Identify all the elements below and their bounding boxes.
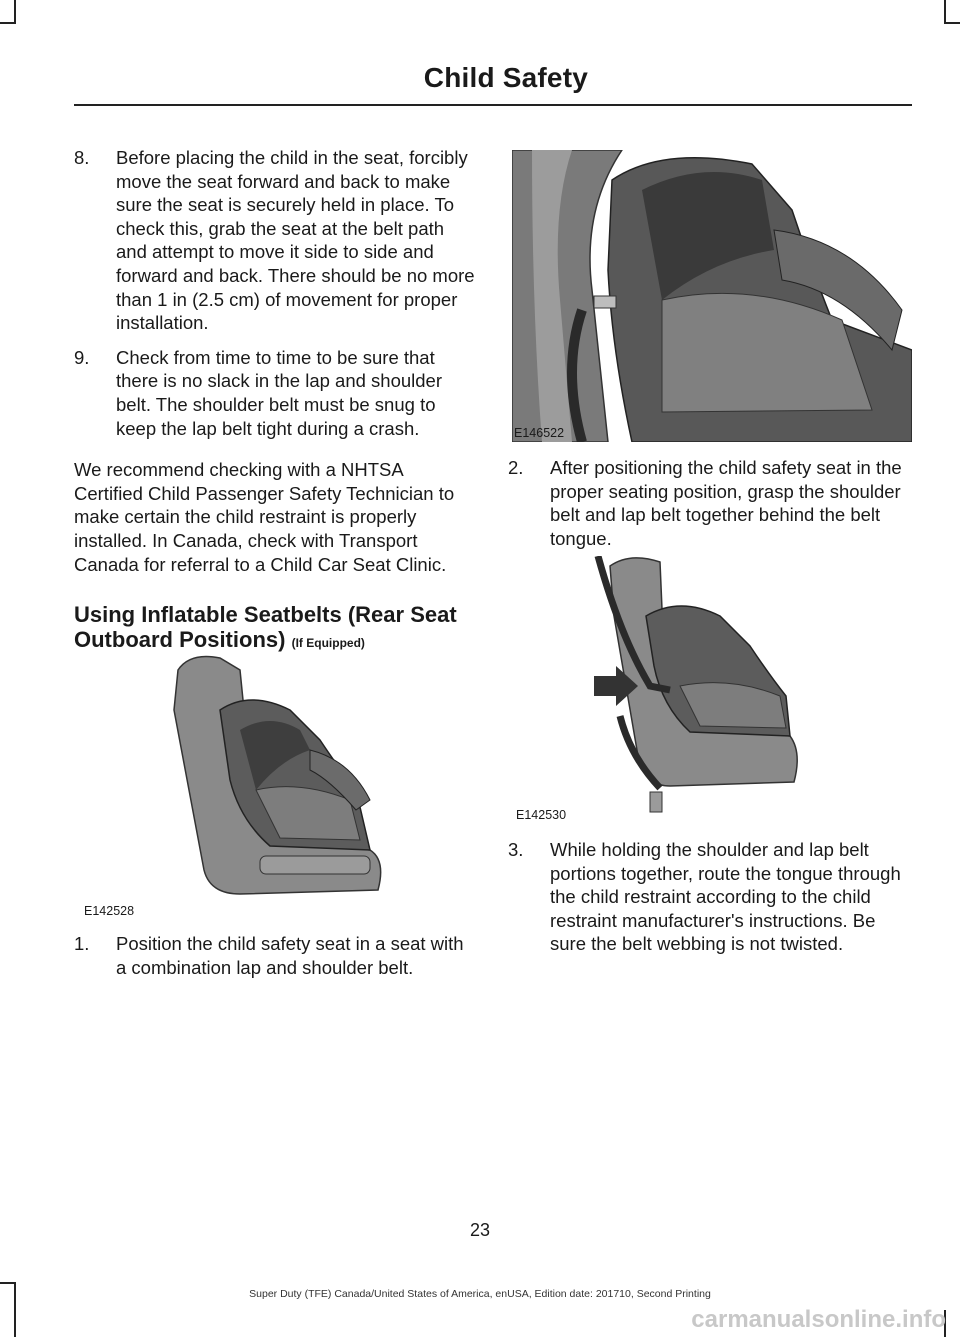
step-number: 2. [508, 457, 524, 478]
crop-mark [0, 22, 16, 24]
edition-footer: Super Duty (TFE) Canada/United States of America, enUSA, Edition date: 201710, Second Printing [249, 1288, 711, 1300]
header-rule [74, 104, 912, 106]
step-number: 8. [74, 147, 90, 168]
step-text: After positioning the child safety seat in the proper seating position, grasp the shoulder belt and lap belt together behind the belt tongue. [550, 457, 902, 549]
crop-mark [944, 0, 946, 22]
subheading-text: Using Inflatable Seatbelts (Rear Seat Outboard Positions) [74, 602, 457, 653]
step-3 [508, 838, 910, 967]
step-text: Before placing the child in the seat, forcibly move the seat forward and back to make sure the seat is securely held in place. To check this, grab the seat at the belt path and attempt to move it side to side and forward and back. There should be no more than 1 in (2.5 cm) of movement for proper installation. [116, 147, 475, 334]
page-number: 23 [469, 1220, 491, 1240]
figure-belt-routing [516, 556, 810, 822]
crop-mark [944, 22, 960, 24]
figure-code: E146522 [514, 426, 565, 440]
step-1 [74, 932, 476, 990]
step-number: 3. [508, 839, 524, 860]
crop-mark [14, 0, 16, 22]
left-column [74, 146, 476, 656]
step-9 [74, 346, 476, 440]
section-subheading [74, 602, 476, 656]
page-title: Child Safety [423, 62, 588, 93]
figure-code: E142530 [516, 808, 567, 822]
figure-seat-closeup [512, 150, 912, 442]
step-text: Position the child safety seat in a seat with a combination lap and shoulder belt. [116, 933, 464, 978]
crop-mark [0, 1282, 16, 1284]
figure-code: E142528 [84, 904, 135, 918]
watermark: carmanualsonline.info [691, 1306, 946, 1333]
step-number: 1. [74, 933, 90, 954]
recommendation-paragraph: We recommend checking with a NHTSA Certified Child Passenger Safety Technician to make certain the child restraint is properly installed. In Canada, check with Transport Canada for referral to a Child Car Seat Clinic. [74, 459, 455, 575]
step-text: While holding the shoulder and lap belt portions together, route the tongue through the child restraint according to the child restraint manufacturer's instructions. Be sure the belt webbing is not twisted. [550, 839, 901, 955]
step-8 [74, 146, 476, 335]
step-2 [508, 456, 910, 561]
figure-child-seat-in-seat [84, 650, 390, 918]
step-text: Check from time to time to be sure that there is no slack in the lap and shoulder belt. The shoulder belt must be snug to keep the lap belt tight during a crash. [116, 346, 443, 439]
subheading-qualifier: (If Equipped) [291, 636, 365, 651]
step-number: 9. [74, 346, 90, 368]
